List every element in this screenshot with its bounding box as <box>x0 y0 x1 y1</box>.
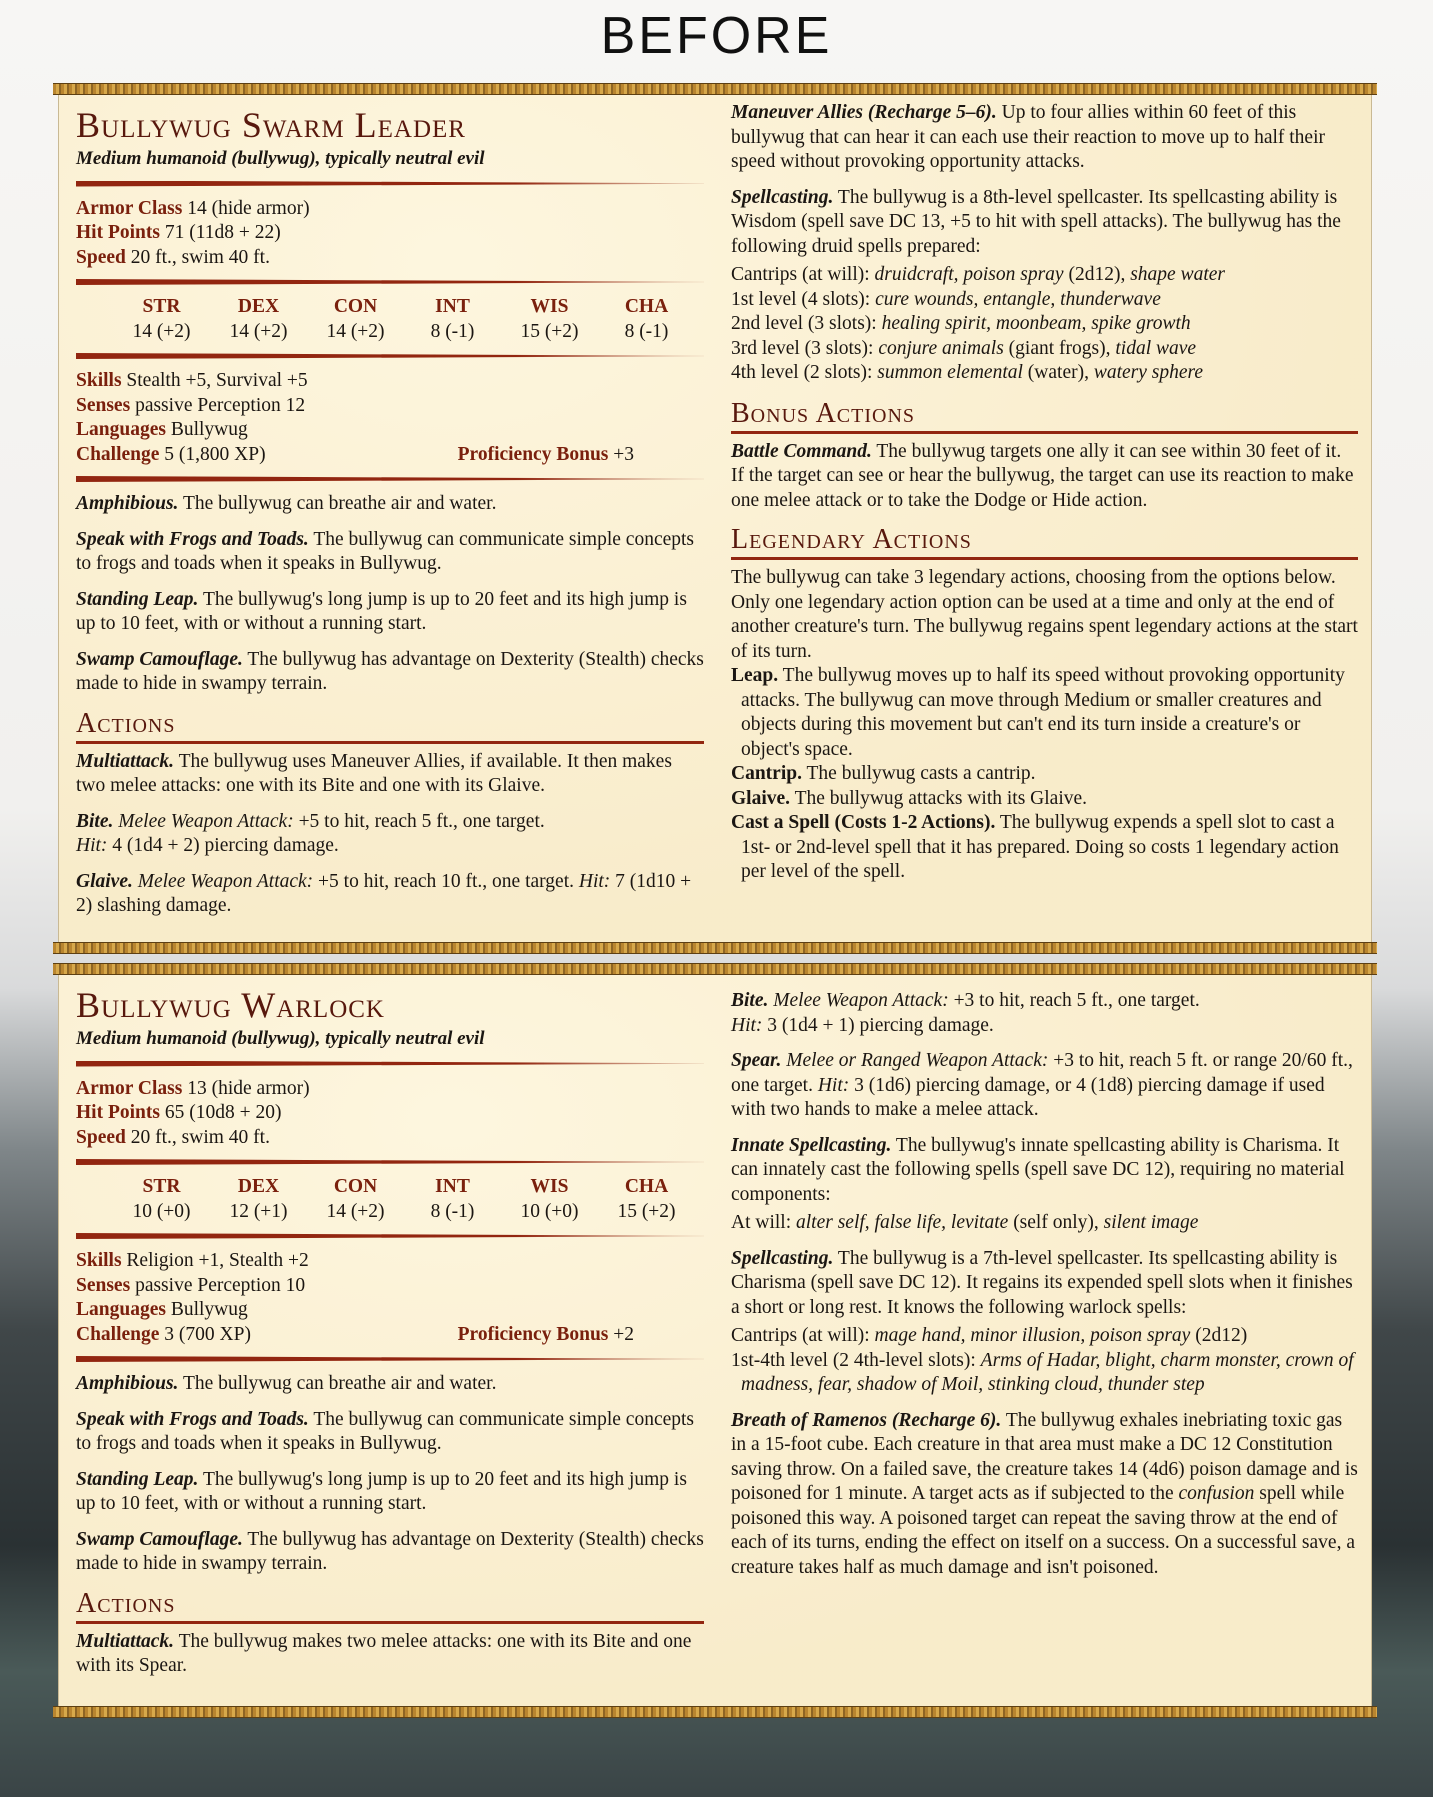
trait-spellcasting: Spellcasting. The bullywug is a 7th-level spellcaster. Its spellcasting ability is Charisma (spell save DC 12). It regains its expended spell slots when it finishes a short or long rest. It knows the following warlock spells: <box>731 1247 1353 1318</box>
hit-points: Hit Points 65 (10d8 + 20) <box>76 1102 282 1123</box>
speed: Speed 20 ft., swim 40 ft. <box>76 1126 270 1148</box>
spell-list-cantrips: Cantrips (at will): druidcraft, poison spray (2d12), shape water <box>731 264 1226 285</box>
legendary-cast-a-spell: Cast a Spell (Costs 1-2 Actions). The bullywug expends a spell slot to cast a 1st- or 2nd-level spell that it has prepared. Doing so costs 1 legendary action per level of the spell. <box>731 812 1339 882</box>
skills: Skills Religion +1, Stealth +2 <box>76 1250 309 1271</box>
bonus-actions-heading: Bonus Actions <box>731 398 1358 434</box>
action-bite: Bite. Melee Weapon Attack: +3 to hit, reach 5 ft., one target. Hit: 3 (1d4 + 1) piercing damage. <box>731 990 1200 1036</box>
hit-points: Hit Points 71 (11d8 + 22) <box>76 222 281 243</box>
proficiency-bonus: Proficiency Bonus +3 <box>457 443 634 465</box>
ability-cha: CHA 8 (-1) <box>624 296 669 342</box>
spell-list-level-4: 4th level (2 slots): summon elemental (water), watery sphere <box>731 362 1204 383</box>
actions-heading: Actions <box>76 1588 704 1624</box>
trait-amphibious: Amphibious. The bullywug can breathe air and water. <box>76 493 497 514</box>
divider <box>76 1356 704 1362</box>
ability-scores <box>76 1175 704 1224</box>
right-column <box>731 92 1358 885</box>
spell-list-cantrips: Cantrips (at will): mage hand, minor illusion, poison spray (2d12) <box>731 1325 1248 1346</box>
ability-wis: WIS 15 (+2) <box>520 296 579 342</box>
ability-con: CON 14 (+2) <box>326 1176 385 1222</box>
legendary-cantrip: Cantrip. The bullywug casts a cantrip. <box>731 763 1036 784</box>
trait-innate-spellcasting: Innate Spellcasting. The bullywug's innate spellcasting ability is Charisma. It can innately cast the following spells (spell save DC 12), requiring no material components: <box>731 1134 1345 1205</box>
spell-list-at-will: At will: alter self, false life, levitate (self only), silent image <box>731 1212 1199 1233</box>
languages: Languages Bullywug <box>76 419 248 440</box>
action-breath-of-ramenos: Breath of Ramenos (Recharge 6). The bullywug exhales inebriating toxic gas in a 15-foot cube. Each creature in that area must make a DC 12 Constitution saving throw. On a failed save, the creature takes 14 (4d6) poison damage and is poisoned for 1 minute. A target acts as if subjected to the confusion spell while poisoned this way. A poisoned target can repeat the saving throw at the end of each of its turns, ending the effect on itself on a success. On a successful save, a creature takes half as much damage and isn't poisoned. <box>731 1409 1358 1578</box>
armor-class: Armor Class 14 (hide armor) <box>76 197 310 219</box>
right-column <box>731 972 1358 1591</box>
challenge: Challenge 3 (700 XP) <box>76 1323 251 1345</box>
senses: Senses passive Perception 12 <box>76 394 306 416</box>
languages: Languages Bullywug <box>76 1299 248 1320</box>
legendary-glaive: Glaive. The bullywug attacks with its Glaive. <box>731 787 1088 809</box>
spell-list-level-2: 2nd level (3 slots): healing spirit, moonbeam, spike growth <box>731 313 1191 334</box>
monster-name: Bullywug Warlock <box>76 985 385 1025</box>
left-column <box>76 972 704 1690</box>
ability-str: STR 10 (+0) <box>132 1176 191 1222</box>
ability-wis: WIS 10 (+0) <box>520 1176 579 1222</box>
trait-speak-with-frogs: Speak with Frogs and Toads. The bullywug can communicate simple concepts to frogs and toads when it speaks in Bullywug. <box>76 528 695 574</box>
spell-list-level-3: 3rd level (3 slots): conjure animals (giant frogs), tidal wave <box>731 337 1197 359</box>
spell-list-level-1: 1st level (4 slots): cure wounds, entangle, thunderwave <box>731 288 1161 310</box>
trait-standing-leap: Standing Leap. The bullywug's long jump is up to 20 feet and its high jump is up to 10 feet, with or without a running start. <box>76 1468 687 1514</box>
trait-standing-leap: Standing Leap. The bullywug's long jump is up to 20 feet and its high jump is up to 10 feet, with or without a running start. <box>76 588 687 634</box>
ability-scores <box>76 295 704 344</box>
statblock-bottom-border <box>53 1706 1377 1718</box>
ability-str: STR 14 (+2) <box>132 296 191 342</box>
ability-con: CON 14 (+2) <box>326 296 385 342</box>
action-multiattack: Multiattack. The bullywug uses Maneuver Allies, if available. It then makes two melee attacks: one with its Bite and one with its Glaive. <box>76 750 672 796</box>
legendary-actions-heading: Legendary Actions <box>731 524 1358 560</box>
ability-int: INT 8 (-1) <box>430 296 475 342</box>
action-multiattack: Multiattack. The bullywug makes two melee attacks: one with its Bite and one with its Spear. <box>76 1630 692 1676</box>
page-title: BEFORE <box>600 7 833 65</box>
action-spear: Spear. Melee or Ranged Weapon Attack: +3 to hit, reach 5 ft. or range 20/60 ft., one target. Hit: 3 (1d6) piercing damage, or 4 (1d8) piercing damage if used with two hands to make a melee attack. <box>731 1050 1353 1120</box>
statblock-swarm-leader <box>58 92 1372 945</box>
statblock-warlock <box>58 972 1372 1709</box>
ability-dex: DEX 12 (+1) <box>229 1176 288 1222</box>
divider <box>76 353 704 359</box>
divider <box>76 476 704 482</box>
challenge-row <box>76 1323 704 1348</box>
trait-amphibious: Amphibious. The bullywug can breathe air and water. <box>76 1373 497 1394</box>
ability-dex: DEX 14 (+2) <box>229 296 288 342</box>
bonus-battle-command: Battle Command. The bullywug targets one ally it can see within 30 feet of it. If the target can see or hear the bullywug, the target can use its reaction to make one melee attack or to take the Dodge or Hide action. <box>731 440 1354 511</box>
spell-list-slots: 1st-4th level (2 4th-level slots): Arms of Hadar, blight, charm monster, crown of madness, fear, shadow of Moil, stinking cloud, thunder step <box>731 1349 1354 1395</box>
speed: Speed 20 ft., swim 40 ft. <box>76 246 270 268</box>
divider <box>76 1233 704 1239</box>
challenge-row <box>76 443 704 468</box>
actions-heading: Actions <box>76 708 704 744</box>
trait-swamp-camouflage: Swamp Camouflage. The bullywug has advantage on Dexterity (Stealth) checks made to hide in swampy terrain. <box>76 1528 704 1574</box>
trait-swamp-camouflage: Swamp Camouflage. The bullywug has advantage on Dexterity (Stealth) checks made to hide in swampy terrain. <box>76 648 704 694</box>
ability-cha: CHA 15 (+2) <box>617 1176 676 1222</box>
monster-subtitle: Medium humanoid (bullywug), typically neutral evil <box>76 1028 485 1049</box>
monster-name: Bullywug Swarm Leader <box>76 105 466 145</box>
skills: Skills Stealth +5, Survival +5 <box>76 370 308 391</box>
trait-spellcasting: Spellcasting. The bullywug is a 8th-level spellcaster. Its spellcasting ability is Wisdom (spell save DC 13, +5 to hit with spell attacks). The bullywug has the following druid spells prepared: <box>731 186 1341 257</box>
action-maneuver-allies: Maneuver Allies (Recharge 5–6). Up to four allies within 60 feet of this bullywug that can hear it can each use their reaction to move up to half their speed without provoking opportunity attacks. <box>731 102 1325 172</box>
ability-int: INT 8 (-1) <box>430 1176 475 1222</box>
armor-class: Armor Class 13 (hide armor) <box>76 1077 310 1099</box>
legendary-leap: Leap. The bullywug moves up to half its speed without provoking opportunity attacks. The bullywug can move through Medium or smaller creatures and objects during this movement but can't end its turn inside a creature's or object's space. <box>731 665 1345 760</box>
monster-subtitle: Medium humanoid (bullywug), typically neutral evil <box>76 148 485 169</box>
divider <box>76 1061 704 1067</box>
action-bite: Bite. Melee Weapon Attack: +5 to hit, reach 5 ft., one target. Hit: 4 (1d4 + 2) piercing damage. <box>76 810 545 856</box>
proficiency-bonus: Proficiency Bonus +2 <box>457 1323 634 1345</box>
challenge: Challenge 5 (1,800 XP) <box>76 443 266 465</box>
trait-speak-with-frogs: Speak with Frogs and Toads. The bullywug can communicate simple concepts to frogs and toads when it speaks in Bullywug. <box>76 1408 695 1454</box>
action-glaive: Glaive. Melee Weapon Attack: +5 to hit, reach 10 ft., one target. Hit: 7 (1d10 + 2) slashing damage. <box>76 870 692 916</box>
divider <box>76 181 704 187</box>
divider <box>76 279 704 285</box>
senses: Senses passive Perception 10 <box>76 1274 306 1296</box>
divider <box>76 1159 704 1165</box>
statblock-bottom-border <box>53 942 1377 954</box>
legendary-intro: The bullywug can take 3 legendary actions, choosing from the options below. Only one legendary action option can be used at a time and only at the end of another creature's turn. The bullywug regains spent legendary actions at the start of its turn. <box>731 567 1358 662</box>
left-column <box>76 92 704 930</box>
